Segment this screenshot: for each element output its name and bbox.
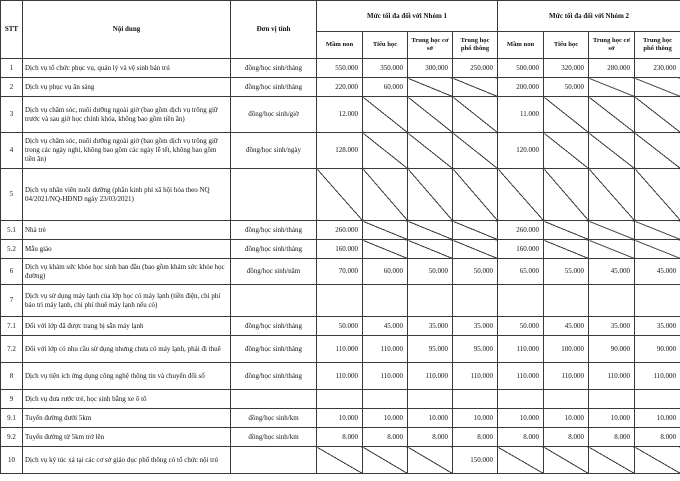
- row-stt: 7: [1, 285, 23, 317]
- table-row: [1, 428, 680, 447]
- value-cell-g1: 350.000: [363, 59, 408, 78]
- not-applicable-cell: [408, 240, 453, 259]
- value-cell-g1: 50.000: [453, 259, 498, 285]
- row-stt: 9.2: [1, 428, 23, 447]
- value-cell-g1: 550.000: [317, 59, 363, 78]
- not-applicable-cell: [453, 133, 498, 169]
- not-applicable-cell: [363, 221, 408, 240]
- value-cell-g2: 320.000: [544, 59, 589, 78]
- value-cell-g2: 500.000: [498, 59, 544, 78]
- value-cell-g2: [589, 285, 635, 317]
- not-applicable-cell: [589, 169, 635, 221]
- row-content: Đối với lớp đã được trang bị sẵn máy lạnh: [23, 317, 231, 336]
- value-cell-g1: [363, 285, 408, 317]
- row-unit: đồng/học sinh/tháng: [231, 78, 317, 97]
- table-row: [1, 317, 680, 336]
- value-cell-g2: 90.000: [635, 336, 680, 363]
- row-content: Dịch vụ sử dụng máy lạnh của lớp học có máy lạnh (tiền điện, chi phí bảo trì máy lạnh, chi phí thuê máy lạnh nếu có): [23, 285, 231, 317]
- value-cell-g2: 8.000: [635, 428, 680, 447]
- row-unit: đồng/học sinh/km: [231, 409, 317, 428]
- row-content: Nhà trẻ: [23, 221, 231, 240]
- not-applicable-cell: [544, 447, 589, 474]
- row-content: Mẫu giáo: [23, 240, 231, 259]
- value-cell-g1: 35.000: [453, 317, 498, 336]
- value-cell-g1: 160.000: [317, 240, 363, 259]
- value-cell-g1: 110.000: [363, 336, 408, 363]
- value-cell-g1: 128.000: [317, 133, 363, 169]
- not-applicable-cell: [363, 447, 408, 474]
- value-cell-g2: 45.000: [635, 259, 680, 285]
- table-body: [1, 59, 680, 474]
- header-stt: STT: [1, 1, 23, 59]
- value-cell-g2: 8.000: [544, 428, 589, 447]
- value-cell-g2: 110.000: [498, 336, 544, 363]
- row-unit: đồng/học sinh/tháng: [231, 221, 317, 240]
- value-cell-g2: 8.000: [498, 428, 544, 447]
- not-applicable-cell: [408, 169, 453, 221]
- header-g1-mam-non: Mầm non: [317, 32, 363, 59]
- row-unit: đồng/học sinh/tháng: [231, 363, 317, 390]
- value-cell-g2: [544, 285, 589, 317]
- value-cell-g2: 35.000: [635, 317, 680, 336]
- value-cell-g2: [635, 285, 680, 317]
- header-unit: Đơn vị tính: [231, 1, 317, 59]
- value-cell-g1: 260.000: [317, 221, 363, 240]
- not-applicable-cell: [635, 97, 680, 133]
- not-applicable-cell: [544, 97, 589, 133]
- row-unit: đồng/học sinh/km: [231, 428, 317, 447]
- row-stt: 3: [1, 97, 23, 133]
- not-applicable-cell: [498, 169, 544, 221]
- value-cell-g1: [363, 390, 408, 409]
- value-cell-g1: 95.000: [408, 336, 453, 363]
- not-applicable-cell: [317, 169, 363, 221]
- not-applicable-cell: [408, 97, 453, 133]
- value-cell-g2: [635, 390, 680, 409]
- value-cell-g1: 220.000: [317, 78, 363, 97]
- value-cell-g2: [498, 285, 544, 317]
- not-applicable-cell: [363, 240, 408, 259]
- row-unit: đồng/học sinh/tháng: [231, 240, 317, 259]
- value-cell-g1: 60.000: [363, 78, 408, 97]
- row-unit: [231, 285, 317, 317]
- value-cell-g2: 120.000: [498, 133, 544, 169]
- value-cell-g1: [408, 285, 453, 317]
- table-row: [1, 78, 680, 97]
- value-cell-g1: [317, 390, 363, 409]
- not-applicable-cell: [589, 240, 635, 259]
- row-content: Dịch vụ nhân viên nuôi dưỡng (phần kinh phí xã hội hóa theo NQ 04/2021/NQ-HĐND ngày 23/03/2021): [23, 169, 231, 221]
- not-applicable-cell: [589, 447, 635, 474]
- row-unit: [231, 169, 317, 221]
- value-cell-g1: 110.000: [317, 336, 363, 363]
- not-applicable-cell: [453, 78, 498, 97]
- header-g2-thcs: Trung học cơ sở: [589, 32, 635, 59]
- not-applicable-cell: [453, 221, 498, 240]
- value-cell-g1: 110.000: [453, 363, 498, 390]
- value-cell-g2: 230.000: [635, 59, 680, 78]
- value-cell-g2: 110.000: [589, 363, 635, 390]
- not-applicable-cell: [635, 133, 680, 169]
- not-applicable-cell: [363, 169, 408, 221]
- value-cell-g2: 8.000: [589, 428, 635, 447]
- not-applicable-cell: [635, 240, 680, 259]
- row-content: Dịch vụ khám sức khỏe học sinh ban đầu (bao gồm khám sức khỏe học đường): [23, 259, 231, 285]
- header-group-2: Mức tối đa đối với Nhóm 2: [498, 1, 680, 32]
- value-cell-g2: 50.000: [498, 317, 544, 336]
- value-cell-g2: 45.000: [544, 317, 589, 336]
- row-stt: 5.2: [1, 240, 23, 259]
- not-applicable-cell: [544, 169, 589, 221]
- row-content: Tuyến đường dưới 5km: [23, 409, 231, 428]
- value-cell-g1: 50.000: [317, 317, 363, 336]
- row-stt: 1: [1, 59, 23, 78]
- value-cell-g2: 45.000: [589, 259, 635, 285]
- table-row: [1, 221, 680, 240]
- value-cell-g1: 10.000: [408, 409, 453, 428]
- row-content: Đối với lớp có nhu cầu sử dụng nhưng chưa có máy lạnh, phải đi thuê: [23, 336, 231, 363]
- value-cell-g1: 50.000: [408, 259, 453, 285]
- table-row: [1, 390, 680, 409]
- row-stt: 7.2: [1, 336, 23, 363]
- not-applicable-cell: [589, 97, 635, 133]
- row-stt: 6: [1, 259, 23, 285]
- value-cell-g2: 50.000: [544, 78, 589, 97]
- row-unit: đồng/học sinh/giờ: [231, 97, 317, 133]
- not-applicable-cell: [408, 447, 453, 474]
- row-unit: đồng/học sinh/tháng: [231, 59, 317, 78]
- value-cell-g1: 110.000: [317, 363, 363, 390]
- not-applicable-cell: [589, 78, 635, 97]
- value-cell-g1: 8.000: [408, 428, 453, 447]
- value-cell-g2: [498, 390, 544, 409]
- table-row: [1, 97, 680, 133]
- not-applicable-cell: [544, 240, 589, 259]
- value-cell-g1: 110.000: [363, 363, 408, 390]
- value-cell-g1: 300.000: [408, 59, 453, 78]
- row-unit: [231, 390, 317, 409]
- row-content: Dịch vụ ký túc xá tại các cơ sở giáo dục phổ thông có tổ chức nội trú: [23, 447, 231, 474]
- value-cell-g2: 280.000: [589, 59, 635, 78]
- row-unit: đồng/học sinh/ngày: [231, 133, 317, 169]
- value-cell-g1: 45.000: [363, 317, 408, 336]
- value-cell-g1: 10.000: [363, 409, 408, 428]
- table-row: [1, 169, 680, 221]
- value-cell-g2: 10.000: [544, 409, 589, 428]
- value-cell-g1: 10.000: [317, 409, 363, 428]
- value-cell-g1: 95.000: [453, 336, 498, 363]
- row-stt: 9.1: [1, 409, 23, 428]
- value-cell-g2: 110.000: [635, 363, 680, 390]
- row-stt: 8: [1, 363, 23, 390]
- table-row: [1, 285, 680, 317]
- table-row: [1, 447, 680, 474]
- not-applicable-cell: [317, 447, 363, 474]
- table-row: [1, 336, 680, 363]
- row-stt: 5.1: [1, 221, 23, 240]
- table-row: [1, 409, 680, 428]
- value-cell-g1: 35.000: [408, 317, 453, 336]
- value-cell-g2: [589, 390, 635, 409]
- row-stt: 4: [1, 133, 23, 169]
- row-stt: 10: [1, 447, 23, 474]
- value-cell-g2: 10.000: [589, 409, 635, 428]
- row-content: Dịch vụ tiện ích ứng dụng công nghệ thông tin và chuyển đổi số: [23, 363, 231, 390]
- header-g2-mam-non: Mầm non: [498, 32, 544, 59]
- value-cell-g1: 250.000: [453, 59, 498, 78]
- not-applicable-cell: [544, 133, 589, 169]
- not-applicable-cell: [635, 447, 680, 474]
- value-cell-g2: 10.000: [635, 409, 680, 428]
- table-row: [1, 363, 680, 390]
- value-cell-g2: 110.000: [544, 363, 589, 390]
- value-cell-g2: 35.000: [589, 317, 635, 336]
- value-cell-g2: 55.000: [544, 259, 589, 285]
- value-cell-g2: 200.000: [498, 78, 544, 97]
- not-applicable-cell: [453, 240, 498, 259]
- row-content: Dịch vụ phục vụ ăn sáng: [23, 78, 231, 97]
- row-unit: đồng/học sinh/tháng: [231, 336, 317, 363]
- value-cell-g1: [317, 285, 363, 317]
- value-cell-g2: 100.000: [544, 336, 589, 363]
- value-cell-g1: 60.000: [363, 259, 408, 285]
- header-group-1: Mức tối đa đối với Nhóm 1: [317, 1, 498, 32]
- value-cell-g1: 70.000: [317, 259, 363, 285]
- table-row: [1, 259, 680, 285]
- value-cell-g2: 90.000: [589, 336, 635, 363]
- value-cell-g1: 8.000: [363, 428, 408, 447]
- not-applicable-cell: [363, 97, 408, 133]
- value-cell-g1: 12.000: [317, 97, 363, 133]
- not-applicable-cell: [635, 221, 680, 240]
- not-applicable-cell: [635, 78, 680, 97]
- value-cell-g1: [453, 285, 498, 317]
- header-content: Nội dung: [23, 1, 231, 59]
- value-cell-g2: 260.000: [498, 221, 544, 240]
- table-row: [1, 240, 680, 259]
- header-g1-thcs: Trung học cơ sở: [408, 32, 453, 59]
- value-cell-g2: 160.000: [498, 240, 544, 259]
- not-applicable-cell: [589, 221, 635, 240]
- row-unit: [231, 447, 317, 474]
- row-content: Dịch vụ chăm sóc, nuôi dưỡng ngoài giờ (bao gồm dịch vụ trông giữ trong các ngày nghỉ, không bao gồm các ngày lễ tết, không bao gồm tiền ăn): [23, 133, 231, 169]
- not-applicable-cell: [408, 78, 453, 97]
- row-unit: đồng/học sinh/tháng: [231, 317, 317, 336]
- value-cell-g1: [453, 390, 498, 409]
- value-cell-g2: 11.000: [498, 97, 544, 133]
- not-applicable-cell: [453, 97, 498, 133]
- value-cell-g1: 10.000: [453, 409, 498, 428]
- row-stt: 9: [1, 390, 23, 409]
- not-applicable-cell: [453, 169, 498, 221]
- not-applicable-cell: [635, 169, 680, 221]
- row-stt: 2: [1, 78, 23, 97]
- not-applicable-cell: [544, 221, 589, 240]
- not-applicable-cell: [498, 447, 544, 474]
- header-g1-tieu-hoc: Tiểu học: [363, 32, 408, 59]
- table-row: [1, 59, 680, 78]
- not-applicable-cell: [589, 133, 635, 169]
- table-row: [1, 133, 680, 169]
- header-g1-thpt: Trung học phổ thông: [453, 32, 498, 59]
- row-content: Tuyến đường từ 5km trở lên: [23, 428, 231, 447]
- not-applicable-cell: [363, 133, 408, 169]
- value-cell-g1: [408, 390, 453, 409]
- row-content: Dịch vụ chăm sóc, nuôi dưỡng ngoài giờ (bao gồm dịch vụ trông giữ trước và sau giờ học chính khóa, không bao gồm tiền ăn): [23, 97, 231, 133]
- value-cell-g2: 110.000: [498, 363, 544, 390]
- value-cell-g1: 8.000: [317, 428, 363, 447]
- row-content: Dịch vụ tổ chức phục vụ, quản lý và vệ sinh bán trú: [23, 59, 231, 78]
- value-cell-g1: 110.000: [408, 363, 453, 390]
- value-cell-g2: [544, 390, 589, 409]
- not-applicable-cell: [408, 133, 453, 169]
- row-stt: 5: [1, 169, 23, 221]
- value-cell-g1: 150.000: [453, 447, 498, 474]
- row-unit: đồng/học sinh/năm: [231, 259, 317, 285]
- value-cell-g2: 65.000: [498, 259, 544, 285]
- header-g2-thpt: Trung học phổ thông: [635, 32, 680, 59]
- value-cell-g2: 10.000: [498, 409, 544, 428]
- value-cell-g1: 8.000: [453, 428, 498, 447]
- not-applicable-cell: [408, 221, 453, 240]
- header-g2-tieu-hoc: Tiểu học: [544, 32, 589, 59]
- row-stt: 7.1: [1, 317, 23, 336]
- row-content: Dịch vụ đưa rước trẻ, học sinh bằng xe ô tô: [23, 390, 231, 409]
